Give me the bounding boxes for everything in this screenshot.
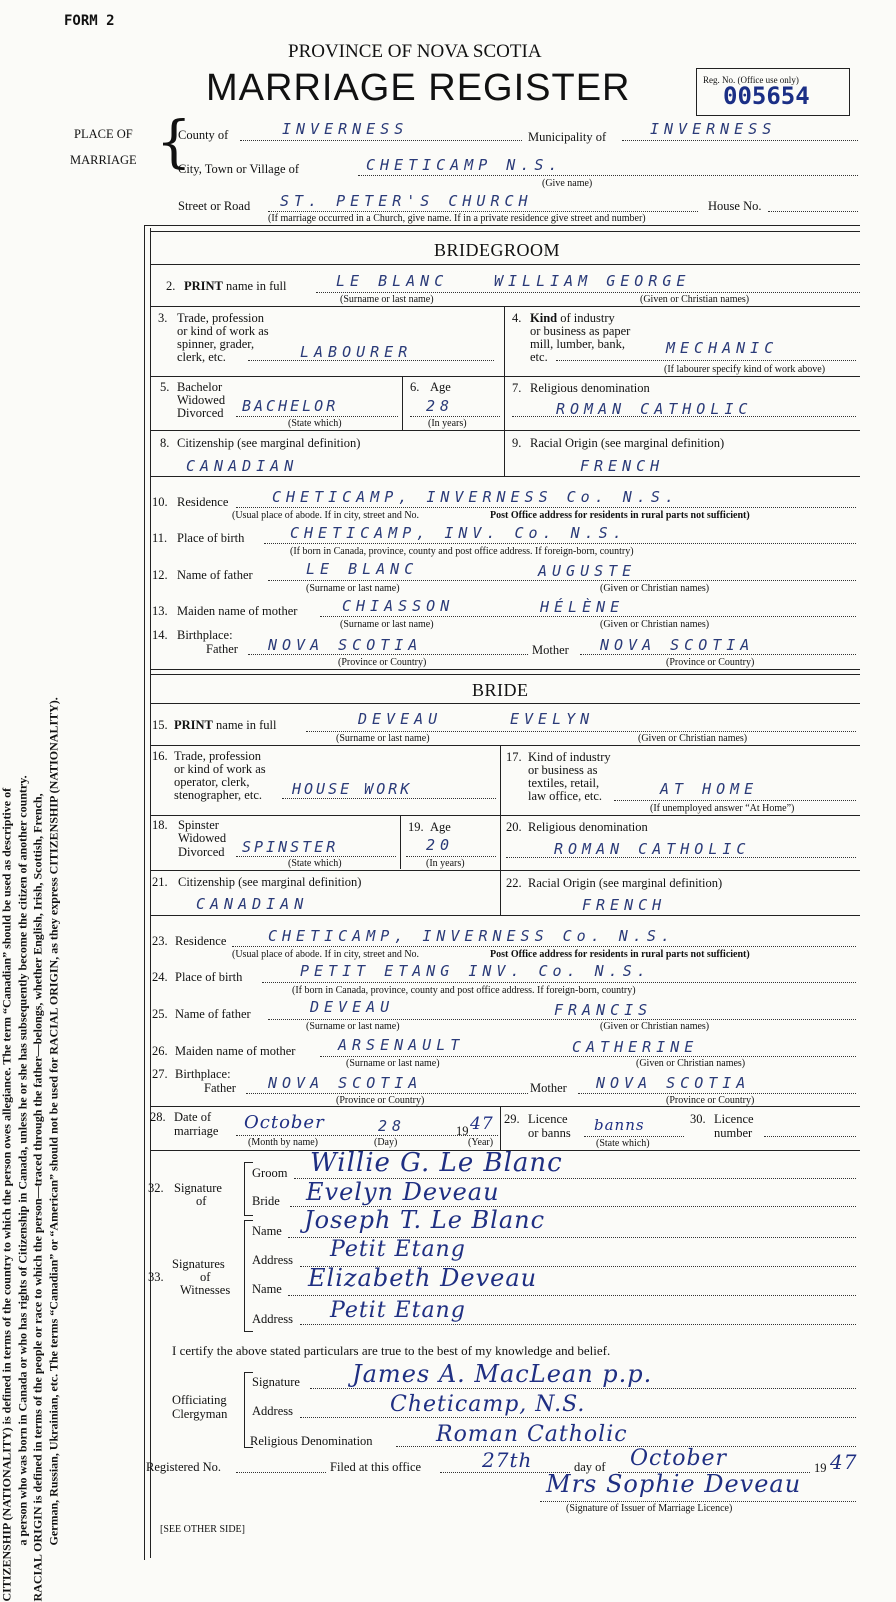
page-title: MARRIAGE REGISTER [206, 67, 631, 109]
state-hint: (State which) [288, 418, 342, 429]
bride-father-label: Name of father [175, 1007, 251, 1021]
bride-kind-l4: law office, etc. [528, 789, 603, 803]
groom-pob-label: Place of birth [177, 531, 245, 545]
groom-pob-value: CHETICAMP, INV. Co. N.S. [290, 524, 627, 542]
clergy-sig-label: Signature [252, 1375, 300, 1389]
bride-bp-father-label: Father [204, 1081, 236, 1095]
groom-res-value: CHETICAMP, INVERNESS Co. N.S. [272, 488, 679, 506]
groom-age-label: Age [430, 380, 451, 394]
clergy-address: Cheticamp, N.S. [390, 1392, 586, 1417]
street-value: ST. PETER'S CHURCH [280, 192, 533, 210]
item-9-number: 9. [512, 436, 522, 450]
surname-hint: (Surname or last name) [306, 1021, 400, 1032]
officiating-label-2: Clergyman [172, 1407, 228, 1421]
groom-citiz-value: CANADIAN [186, 457, 299, 475]
bride-citiz-label: Citizenship (see marginal definition) [178, 875, 362, 889]
bride-print-label: PRINT name in full [174, 718, 277, 732]
res-hint-1: (Usual place of abode. If in city, street and No. [232, 510, 420, 521]
item-28-number: 28. [150, 1110, 166, 1124]
bride-kind-value: AT HOME [660, 780, 759, 798]
date-label-2: marriage [174, 1124, 219, 1138]
bride-sig-label: Bride [252, 1194, 280, 1208]
item-25-number: 25. [152, 1007, 168, 1021]
year-hint: (Year) [468, 1137, 494, 1148]
reg-no-box [696, 68, 850, 116]
groom-relig-label: Religious denomination [530, 381, 650, 395]
witness1-addr-label: Address [252, 1253, 293, 1267]
prov-hint: (Province or Country) [338, 657, 427, 668]
item-13-number: 13. [152, 604, 168, 618]
bride-age-value: 20 [426, 836, 455, 854]
bride-heading: BRIDE [472, 680, 529, 700]
groom-given: WILLIAM GEORGE [494, 272, 691, 290]
item-20-number: 20. [506, 820, 522, 834]
clergy-signature: James A. MacLean p.p. [352, 1360, 653, 1388]
date-label-1: Date of [174, 1110, 212, 1124]
surname-hint: (Surname or last name) [306, 583, 400, 594]
bride-trade-l4: stenographer, etc. [174, 788, 263, 802]
bride-father-given: FRANCIS [554, 1001, 653, 1019]
res-hint-2: Post Office address for residents in rural parts not sufficient) [490, 510, 750, 521]
bride-res-value: CHETICAMP, INVERNESS Co. N.S. [268, 927, 675, 945]
bride-kind-l1: Kind of industry [528, 750, 611, 764]
item-33-number: 33. [148, 1270, 164, 1284]
groom-bachelor-l3: Divorced [177, 406, 224, 420]
bride-kind-l2: or business as [528, 763, 598, 777]
municipality-value: INVERNESS [650, 120, 777, 138]
given-hint: (Given or Christian names) [600, 1021, 710, 1032]
street-note: (If marriage occurred in a Church, give name. If in a private residence give street and number) [268, 213, 646, 224]
groom-father-given: AUGUSTE [538, 562, 637, 580]
year-value: 47 [470, 1114, 494, 1134]
witness2-addr-label: Address [252, 1312, 293, 1326]
day-of-label: day of [574, 1460, 606, 1474]
item-16-number: 16. [152, 749, 168, 763]
bride-pob-value: PETIT ETANG INV. Co. N.S. [300, 962, 651, 980]
month-value: October [244, 1112, 325, 1133]
licence-label-1: Licence [528, 1112, 568, 1126]
bride-bp-mother: NOVA SCOTIA [596, 1074, 751, 1092]
margin-line-4: a person who was born in Canada or who has rights of Citizenship in Canada, unless he or she has subsequently become the citizen of another country. [15, 775, 29, 1546]
bride-given: EVELYN [510, 710, 595, 728]
item-15-number: 15. [152, 718, 168, 732]
bride-spinster-l1: Spinster [178, 818, 219, 832]
witness1-address: Petit Etang [330, 1237, 466, 1262]
reg-no-label: Reg. No. (Office use only) [703, 75, 799, 85]
item-17-number: 17. [506, 750, 522, 764]
witness1-name-label: Name [252, 1224, 282, 1238]
bride-mother-given: CATHERINE [572, 1038, 699, 1056]
filed-year-prefix: 19 [814, 1461, 827, 1475]
day-hint: (Day) [374, 1137, 398, 1148]
margin-line-6: German, Russian, Ukrainian, etc. The terms “Canadian” or “American” should not be used for RACIAL ORIGIN, as they express CITIZENSHIP (NATIONALITY). [46, 697, 60, 1546]
pob-hint: (If born in Canada, province, county and post office address. If foreign-born, country) [290, 546, 634, 557]
licence-number-label-1: Licence [714, 1112, 754, 1126]
item-14-number: 14. [152, 628, 168, 642]
signature-label: Signature [174, 1181, 222, 1195]
item-32-number: 32. [148, 1181, 164, 1195]
groom-age-value: 28 [426, 397, 455, 415]
groom-bp-father-label: Father [206, 642, 238, 656]
city-label: City, Town or Village of [178, 162, 300, 176]
prov-hint: (Province or Country) [666, 657, 755, 668]
years-hint: (In years) [428, 418, 467, 429]
bride-surname: DEVEAU [358, 710, 443, 728]
margin-line-5: RACIAL ORIGIN is defined in terms of the people or race to which the person—traced through the father—belongs, whether English, Irish, Scottish, French, [30, 793, 45, 1602]
registered-no-label: Registered No. [146, 1460, 221, 1474]
groom-kind-hint: (If labourer specify kind of work above) [664, 364, 826, 375]
street-label: Street or Road [178, 199, 251, 213]
licence-number-label-2: number [714, 1126, 753, 1140]
groom-mother-surname: CHIASSON [342, 597, 455, 615]
item-11-number: 11. [152, 531, 168, 545]
groom-kind-l2: or business as paper [530, 324, 631, 338]
issuer-hint: (Signature of Issuer of Marriage Licence) [566, 1503, 733, 1514]
given-hint: (Given or Christian names) [636, 1058, 746, 1069]
item-21-number: 21. [152, 875, 168, 889]
item-5-number: 5. [160, 380, 170, 394]
item-22-number: 22. [506, 876, 522, 890]
bride-spinster-l2: Widowed [178, 831, 227, 845]
groom-trade-l3: spinner, grader, [177, 337, 255, 351]
item-26-number: 26. [152, 1044, 168, 1058]
brace: { [156, 110, 192, 175]
item-23-number: 23. [152, 934, 168, 948]
groom-sig-label: Groom [252, 1166, 288, 1180]
groom-father-surname: LE BLANC [306, 560, 419, 578]
bridegroom-heading: BRIDEGROOM [434, 240, 561, 260]
bride-signature: Evelyn Deveau [306, 1178, 500, 1206]
bride-relig-value: ROMAN CATHOLIC [554, 840, 751, 858]
see-other-side: [SEE OTHER SIDE] [160, 1524, 245, 1535]
item-24-number: 24. [152, 970, 168, 984]
issuer-signature: Mrs Sophie Deveau [546, 1470, 802, 1498]
item-18-number: 18. [152, 818, 168, 832]
place-heading-2: MARRIAGE [70, 153, 137, 167]
filed-month: October [630, 1446, 728, 1471]
bride-bp-mother-label: Mother [530, 1081, 567, 1095]
groom-citiz-label: Citizenship (see marginal definition) [177, 436, 361, 450]
groom-surname: LE BLANC [336, 272, 449, 290]
bride-trade-l3: operator, clerk, [174, 775, 250, 789]
reg-no-value: 005654 [723, 82, 810, 110]
given-hint: (Given or Christian names) [638, 733, 748, 744]
margin-text [0, 302, 62, 1602]
bride-age-label: Age [430, 820, 451, 834]
bride-mother-label: Maiden name of mother [175, 1044, 296, 1058]
licence-value: banns [594, 1116, 645, 1134]
groom-res-label: Residence [177, 495, 229, 509]
province-heading: PROVINCE OF NOVA SCOTIA [288, 41, 542, 62]
item-6-number: 6. [410, 380, 420, 394]
bride-relig-label: Religious denomination [528, 820, 648, 834]
bride-trade-l2: or kind of work as [174, 762, 266, 776]
item-7-number: 7. [512, 381, 522, 395]
res-hint-1: (Usual place of abode. If in city, street and No. [232, 949, 420, 960]
groom-bp-mother-label: Mother [532, 643, 569, 657]
witness2-name-label: Name [252, 1282, 282, 1296]
groom-relig-value: ROMAN CATHOLIC [556, 400, 753, 418]
bride-birthplace-label: Birthplace: [175, 1067, 231, 1081]
place-heading-1: PLACE OF [74, 127, 133, 141]
groom-trade-l4: clerk, etc. [177, 350, 226, 364]
item-27-number: 27. [152, 1067, 168, 1081]
given-hint: (Given or Christian names) [600, 619, 710, 630]
witness1-name: Joseph T. Le Blanc [304, 1206, 546, 1234]
state-hint: (State which) [596, 1138, 650, 1149]
bride-trade-l1: Trade, profession [174, 749, 262, 763]
item-12-number: 12. [152, 568, 168, 582]
state-hint: (State which) [288, 858, 342, 869]
bride-father-surname: DEVEAU [310, 998, 395, 1016]
month-hint: (Month by name) [248, 1137, 318, 1148]
item-8-number: 8. [160, 436, 170, 450]
bride-trade-value: HOUSE WORK [292, 780, 413, 798]
clergy-addr-label: Address [252, 1404, 293, 1418]
groom-trade-l2: or kind of work as [177, 324, 269, 338]
groom-racial-value: FRENCH [580, 457, 665, 475]
witness2-name: Elizabeth Deveau [308, 1264, 538, 1292]
margin-line-3: CITIZENSHIP (NATIONALITY) is defined in terms of the country to which the person owes allegiance. The term “Canadian” should be used as descriptive of [0, 787, 14, 1602]
surname-hint: (Surname or last name) [336, 733, 430, 744]
bride-racial-label: Racial Origin (see marginal definition) [528, 876, 723, 890]
groom-trade-value: LABOURER [300, 343, 413, 361]
witness2-address: Petit Etang [330, 1298, 466, 1323]
groom-birthplace-label: Birthplace: [177, 628, 233, 642]
day-value: 28 [378, 1117, 407, 1135]
bride-racial-value: FRENCH [582, 896, 667, 914]
groom-bachelor-l1: Bachelor [177, 380, 223, 394]
item-3-number: 3. [158, 311, 168, 325]
groom-father-label: Name of father [177, 568, 253, 582]
clergy-relig-label: Religious Denomination [250, 1434, 373, 1448]
surname-hint: (Surname or last name) [340, 294, 434, 305]
groom-bp-father: NOVA SCOTIA [268, 636, 423, 654]
licence-label-2: or banns [528, 1126, 571, 1140]
signature-of-label: of [196, 1194, 207, 1208]
bride-kind-l3: textiles, retail, [528, 776, 600, 790]
groom-marital-value: BACHELOR [242, 397, 339, 415]
years-hint: (In years) [426, 858, 465, 869]
municipality-label: Municipality of [528, 130, 607, 144]
given-hint: (Given or Christian names) [640, 294, 750, 305]
groom-racial-label: Racial Origin (see marginal definition) [530, 436, 725, 450]
groom-kind-l1: Kind of industry [530, 311, 615, 325]
city-value: CHETICAMP N.S. [366, 156, 563, 174]
witnesses-label-3: Witnesses [180, 1283, 231, 1297]
bride-bp-father: NOVA SCOTIA [268, 1074, 423, 1092]
surname-hint: (Surname or last name) [346, 1058, 440, 1069]
bride-marital-value: SPINSTER [242, 838, 339, 856]
groom-signature: Willie G. Le Blanc [310, 1148, 563, 1178]
year-prefix: 19 [456, 1124, 469, 1138]
clergy-denomination: Roman Catholic [436, 1422, 628, 1447]
county-value: INVERNESS [282, 120, 409, 138]
officiating-label-1: Officiating [172, 1393, 227, 1407]
item-10-number: 10. [152, 495, 168, 509]
groom-kind-l3: mill, lumber, bank, [530, 337, 625, 351]
bride-mother-surname: ARSENAULT [338, 1036, 465, 1054]
bride-spinster-l3: Divorced [178, 845, 225, 859]
item-2-number: 2. [166, 279, 176, 293]
bride-res-label: Residence [175, 934, 227, 948]
bride-pob-label: Place of birth [175, 970, 243, 984]
certification-statement: I certify the above stated particulars are true to the best of my knowledge and belief. [172, 1343, 611, 1358]
given-hint: (Given or Christian names) [600, 583, 710, 594]
surname-hint: (Surname or last name) [340, 619, 434, 630]
groom-mother-given: HÉLÈNE [540, 598, 625, 616]
item-30-number: 30. [690, 1112, 706, 1126]
groom-bp-mother: NOVA SCOTIA [600, 636, 755, 654]
house-label: House No. [708, 199, 762, 213]
filed-year: 47 [830, 1450, 858, 1474]
groom-print-label: PRINT name in full [184, 279, 287, 293]
bride-kind-hint: (If unemployed answer “At Home”) [650, 803, 795, 814]
form-number: FORM 2 [64, 13, 115, 29]
groom-kind-l4: etc. [530, 350, 548, 364]
pob-hint: (If born in Canada, province, county and post office address. If foreign-born, country) [292, 985, 636, 996]
groom-trade-l1: Trade, profession [177, 311, 265, 325]
county-label: County of [178, 128, 229, 142]
item-4-number: 4. [512, 311, 522, 325]
groom-kind-value: MECHANIC [666, 339, 779, 357]
item-29-number: 29. [504, 1112, 520, 1126]
groom-mother-label: Maiden name of mother [177, 604, 298, 618]
filed-label: Filed at this office [330, 1460, 422, 1474]
res-hint-2: Post Office address for residents in rural parts not sufficient) [490, 949, 750, 960]
bride-citiz-value: CANADIAN [196, 895, 309, 913]
filed-day: 27th [482, 1448, 533, 1472]
give-name-hint: (Give name) [542, 178, 593, 189]
witnesses-label-2: of [200, 1270, 211, 1284]
prov-hint: (Province or Country) [336, 1095, 425, 1106]
groom-bachelor-l2: Widowed [177, 393, 226, 407]
witnesses-label-1: Signatures [172, 1257, 225, 1271]
item-19-number: 19. [408, 820, 424, 834]
prov-hint: (Province or Country) [666, 1095, 755, 1106]
